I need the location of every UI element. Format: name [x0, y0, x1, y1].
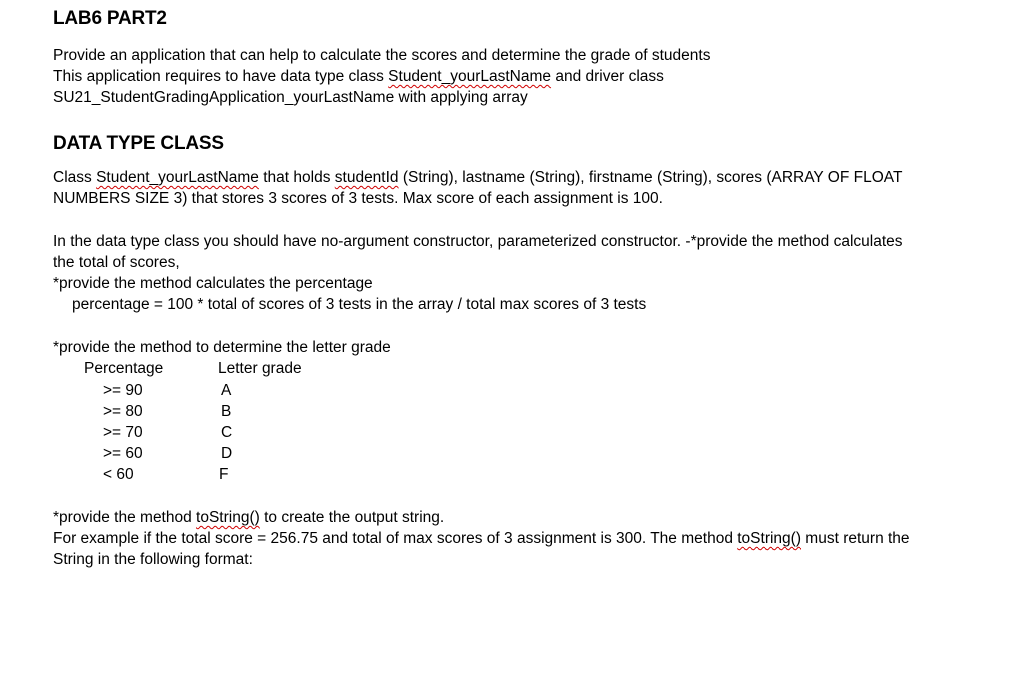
tostring-l2-a: For example if the total score = 256.75 and total of max scores of 3 assignment is 300. The method: [53, 530, 738, 547]
class-desc-a: Class: [53, 169, 97, 186]
class-desc-line-1: [53, 168, 902, 188]
class-desc-class-name: Student_yourLastName: [96, 169, 259, 186]
intro-line-2-pre: This application requires to have data type class: [53, 68, 389, 85]
grade-row-letter: F: [219, 466, 229, 483]
grade-row-percentage: >= 60: [103, 445, 143, 462]
tostring-l2-b: must return the: [801, 530, 910, 547]
tostring-line-2: [53, 529, 910, 549]
grade-row-percentage: >= 80: [103, 403, 143, 420]
tostring-method-name: toString(): [196, 509, 260, 526]
tostring-method-name-2: toString(): [737, 530, 801, 547]
grade-row-letter: B: [221, 403, 232, 420]
intro-line-3: SU21_StudentGradingApplication_yourLastName with applying array: [53, 89, 528, 106]
constructors-line-2: the total of scores,: [53, 254, 180, 271]
intro-line-2: [53, 67, 664, 87]
constructors-line-1: In the data type class you should have no-argument constructor, parameterized constructor. -*provide the method calculates: [53, 233, 903, 250]
class-desc-b: that holds: [258, 169, 335, 186]
percentage-formula: percentage = 100 * total of scores of 3 tests in the array / total max scores of 3 tests: [72, 296, 647, 313]
grade-row-letter: C: [221, 424, 233, 441]
grade-row-letter: A: [221, 382, 232, 399]
grade-table-header-letter: Letter grade: [218, 360, 302, 377]
grade-row-percentage: < 60: [103, 466, 134, 483]
tostring-l1-b: to create the output string.: [259, 509, 445, 526]
grade-row-percentage: >= 70: [103, 424, 143, 441]
grade-row-percentage: >= 90: [103, 382, 143, 399]
grade-row-letter: D: [221, 445, 233, 462]
intro-line-2-post: and driver class: [551, 68, 664, 85]
intro-class-name: Student_yourLastName: [388, 68, 552, 85]
tostring-line-3: String in the following format:: [53, 551, 253, 568]
section-heading: DATA TYPE CLASS: [53, 133, 224, 154]
page-title: LAB6 PART2: [53, 8, 167, 29]
class-desc-field: studentId: [334, 169, 399, 186]
class-desc-c: (String), lastname (String), firstname (String), scores (ARRAY OF FLOAT: [398, 169, 903, 186]
constructors-line-3: *provide the method calculates the percentage: [53, 275, 373, 292]
class-desc-line-2: NUMBERS SIZE 3) that stores 3 scores of 3 tests. Max score of each assignment is 100.: [53, 190, 663, 207]
intro-line-1: Provide an application that can help to calculate the scores and determine the grade of students: [53, 47, 711, 64]
tostring-line-1: [53, 508, 444, 528]
tostring-l1-a: *provide the method: [53, 509, 197, 526]
grade-method-line: *provide the method to determine the letter grade: [53, 339, 391, 356]
grade-table-header-percentage: Percentage: [84, 360, 164, 377]
